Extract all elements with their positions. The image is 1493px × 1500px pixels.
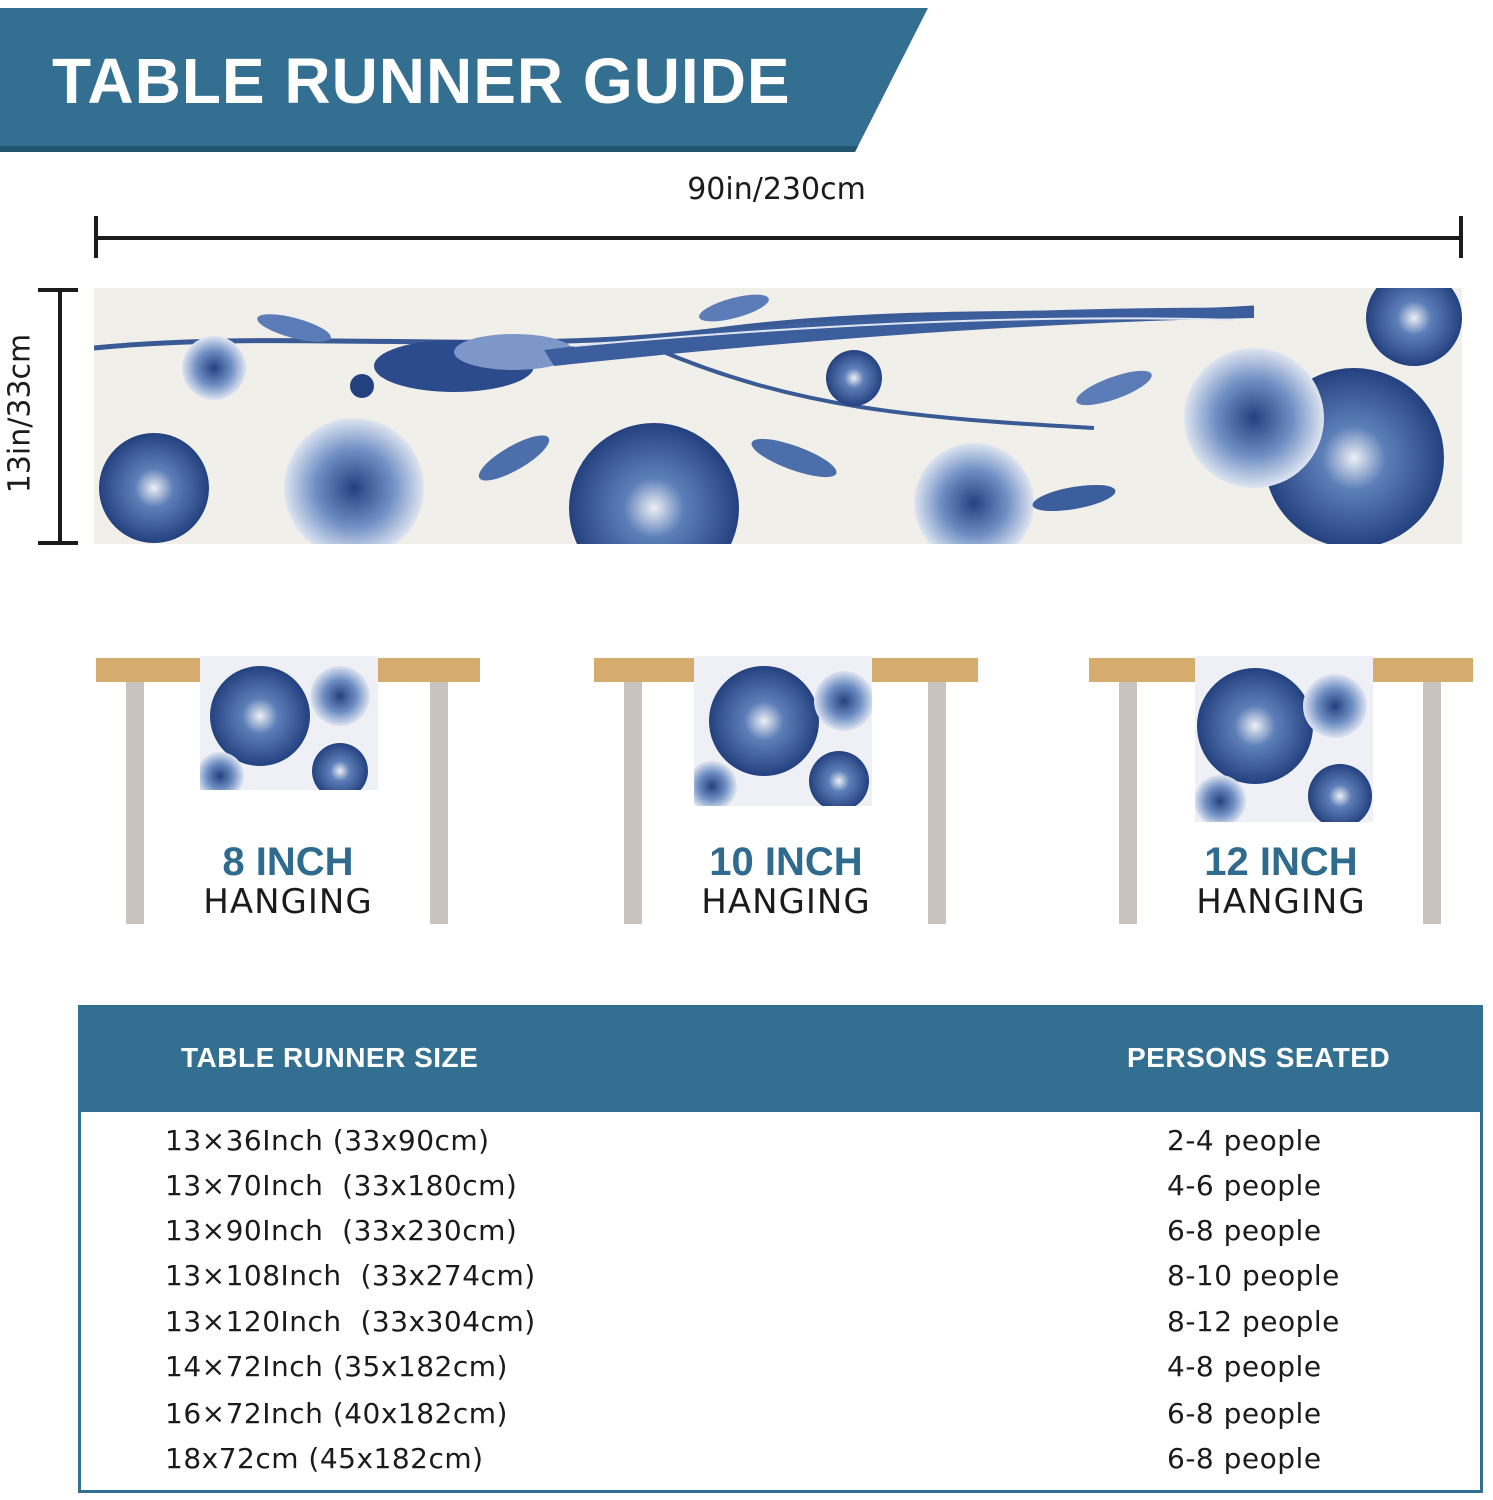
length-dimension-cap-left — [94, 216, 98, 258]
persons-seated-cell: 4-8 people — [1167, 1350, 1322, 1383]
length-dimension-line — [96, 236, 1462, 240]
runner-pattern-image — [94, 288, 1462, 544]
size-table — [78, 1005, 1483, 1493]
width-dimension-cap-bottom — [38, 541, 78, 545]
table-row — [81, 1124, 1480, 1168]
persons-seated-cell: 6-8 people — [1167, 1214, 1322, 1247]
runner-size-cell: 13×120Inch (33x304cm) — [165, 1305, 536, 1338]
persons-seated-cell: 8-12 people — [1167, 1305, 1340, 1338]
size-table-header — [81, 1008, 1480, 1112]
runner-size-cell: 16×72Inch (40x182cm) — [165, 1397, 508, 1430]
persons-seated-cell: 6-8 people — [1167, 1442, 1322, 1475]
width-dimension-cap-top — [38, 288, 78, 292]
table-illustration-10 — [594, 640, 994, 940]
table-row — [81, 1259, 1480, 1303]
persons-seated-cell: 8-10 people — [1167, 1259, 1340, 1292]
column-header-persons: PERSONS SEATED — [1127, 1042, 1391, 1073]
runner-drop-10 — [694, 656, 872, 806]
runner-drop-12 — [1195, 656, 1373, 822]
hanging-word-label: HANGING — [203, 882, 373, 922]
hanging-word-label: HANGING — [1196, 882, 1366, 922]
runner-drop-8 — [200, 656, 378, 790]
table-row — [81, 1214, 1480, 1258]
column-header-size: TABLE RUNNER SIZE — [181, 1042, 479, 1073]
runner-size-cell: 13×36Inch (33x90cm) — [165, 1124, 490, 1157]
table-row — [81, 1397, 1480, 1441]
page-title: TABLE RUNNER GUIDE — [52, 45, 791, 117]
table-illustration-12 — [1089, 640, 1489, 940]
length-dimension-label: 90in/230cm — [687, 172, 866, 207]
width-dimension-line — [58, 290, 62, 544]
table-row — [81, 1169, 1480, 1213]
length-dimension-cap-right — [1459, 216, 1463, 258]
table-row — [81, 1305, 1480, 1349]
hanging-size-label: 10 INCH — [709, 840, 863, 884]
runner-size-cell: 18x72cm (45x182cm) — [165, 1442, 484, 1475]
table-row — [81, 1350, 1480, 1394]
hanging-word-label: HANGING — [701, 882, 871, 922]
hanging-size-label: 12 INCH — [1204, 840, 1358, 884]
runner-size-cell: 14×72Inch (35x182cm) — [165, 1350, 508, 1383]
runner-size-cell: 13×108Inch (33x274cm) — [165, 1259, 536, 1292]
persons-seated-cell: 4-6 people — [1167, 1169, 1322, 1202]
width-dimension-label: 13in/33cm — [2, 333, 38, 494]
runner-size-cell: 13×70Inch (33x180cm) — [165, 1169, 518, 1202]
persons-seated-cell: 2-4 people — [1167, 1124, 1322, 1157]
table-illustration-8 — [96, 640, 496, 940]
hanging-size-label: 8 INCH — [222, 840, 354, 884]
persons-seated-cell: 6-8 people — [1167, 1397, 1322, 1430]
runner-size-cell: 13×90Inch (33x230cm) — [165, 1214, 518, 1247]
table-row — [81, 1442, 1480, 1486]
